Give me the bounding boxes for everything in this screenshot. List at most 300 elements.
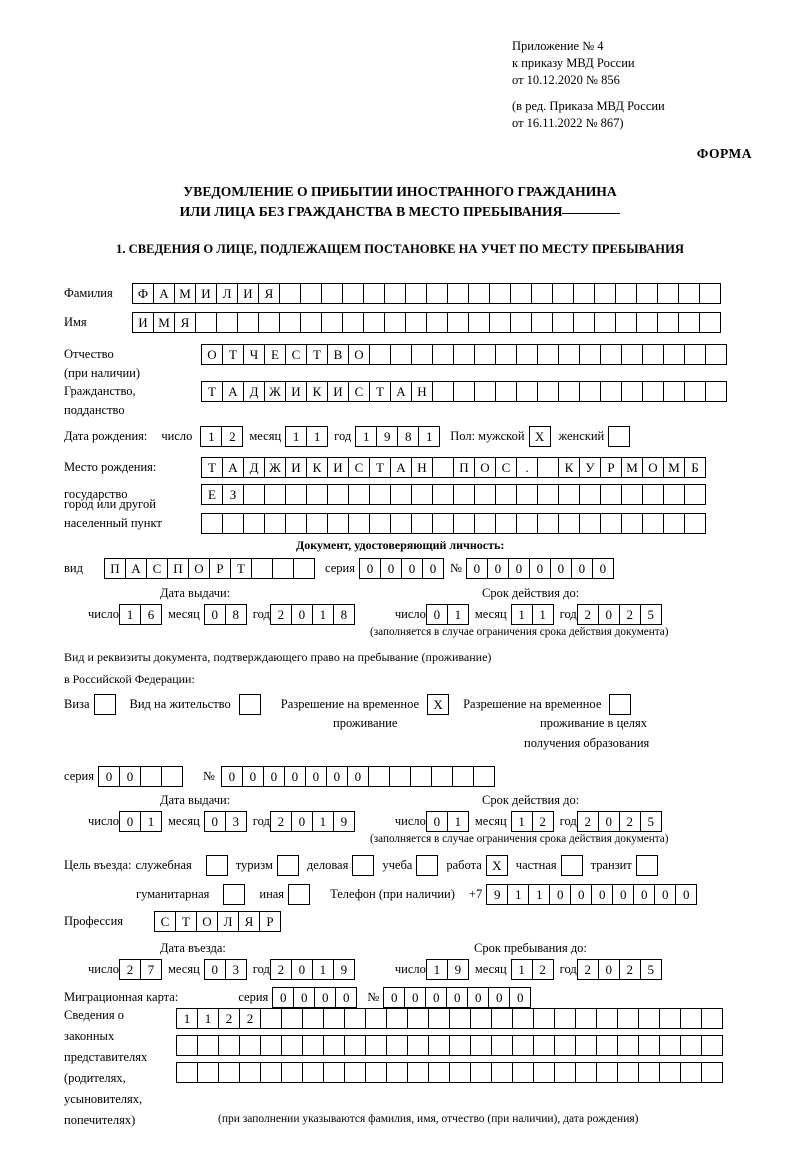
cell[interactable] (642, 513, 664, 534)
cell[interactable] (510, 283, 532, 304)
cell[interactable] (594, 312, 616, 333)
cell[interactable] (617, 1008, 639, 1029)
cell[interactable]: 1 (312, 811, 334, 832)
cell[interactable] (537, 484, 559, 505)
cell[interactable] (389, 766, 411, 787)
cell[interactable]: 0 (509, 987, 531, 1008)
cell[interactable] (285, 484, 307, 505)
cell[interactable] (701, 1035, 723, 1056)
purpose-checkbox-3[interactable] (416, 855, 438, 876)
cell[interactable] (510, 312, 532, 333)
cell[interactable] (216, 312, 238, 333)
cell[interactable] (558, 381, 580, 402)
cell[interactable]: И (285, 457, 307, 478)
cell[interactable] (306, 513, 328, 534)
cell[interactable]: 9 (376, 426, 398, 447)
cell[interactable] (473, 766, 495, 787)
cell[interactable] (426, 312, 448, 333)
cell[interactable] (596, 1008, 618, 1029)
cell[interactable] (638, 1008, 660, 1029)
cell[interactable]: 0 (404, 987, 426, 1008)
cell[interactable]: Я (238, 911, 260, 932)
cell[interactable]: Б (684, 457, 706, 478)
cell[interactable]: А (390, 381, 412, 402)
cell[interactable] (407, 1062, 429, 1083)
birth-month-cells[interactable] (285, 426, 328, 447)
surname-cells[interactable] (132, 283, 721, 304)
cell[interactable] (195, 312, 217, 333)
cell[interactable]: 0 (204, 604, 226, 625)
cell[interactable] (552, 312, 574, 333)
cell[interactable]: 9 (333, 959, 355, 980)
cell[interactable]: 8 (397, 426, 419, 447)
cell[interactable]: И (237, 283, 259, 304)
cell[interactable]: 0 (591, 884, 613, 905)
cell[interactable]: 1 (528, 884, 550, 905)
cell[interactable] (579, 381, 601, 402)
cell[interactable] (594, 283, 616, 304)
cell[interactable]: М (621, 457, 643, 478)
cell[interactable] (176, 1035, 198, 1056)
cell[interactable] (575, 1008, 597, 1029)
cell[interactable] (489, 312, 511, 333)
cell[interactable]: Ф (132, 283, 154, 304)
cell[interactable] (663, 484, 685, 505)
cell[interactable]: 1 (312, 959, 334, 980)
cell[interactable] (617, 1062, 639, 1083)
cell[interactable]: Е (201, 484, 223, 505)
cell[interactable] (642, 484, 664, 505)
cell[interactable]: Т (306, 344, 328, 365)
cell[interactable]: 2 (619, 604, 641, 625)
cell[interactable]: 0 (291, 811, 313, 832)
cell[interactable] (474, 381, 496, 402)
cell[interactable] (410, 766, 432, 787)
cell[interactable] (428, 1062, 450, 1083)
cell[interactable]: 0 (359, 558, 381, 579)
cell[interactable] (258, 312, 280, 333)
cell[interactable]: 0 (291, 604, 313, 625)
cell[interactable] (554, 1062, 576, 1083)
identity-issue-year-cells[interactable] (270, 604, 355, 625)
cell[interactable] (390, 484, 412, 505)
cell[interactable] (428, 1008, 450, 1029)
cell[interactable] (426, 283, 448, 304)
cell[interactable] (327, 484, 349, 505)
cell[interactable] (264, 484, 286, 505)
cell[interactable]: Т (201, 381, 223, 402)
cell[interactable] (348, 484, 370, 505)
cell[interactable]: 0 (612, 884, 634, 905)
birth-place-cells-row2[interactable] (201, 484, 706, 505)
cell[interactable] (533, 1035, 555, 1056)
sex-male-checkbox[interactable]: Х (529, 426, 551, 447)
cell[interactable]: 0 (570, 884, 592, 905)
cell[interactable] (600, 513, 622, 534)
cell[interactable]: . (516, 457, 538, 478)
cell[interactable]: А (222, 457, 244, 478)
cell[interactable] (531, 312, 553, 333)
cell[interactable]: 0 (326, 766, 348, 787)
cell[interactable] (558, 344, 580, 365)
cell[interactable] (684, 344, 706, 365)
cell[interactable]: 0 (592, 558, 614, 579)
cell[interactable] (432, 457, 454, 478)
cell[interactable]: 3 (225, 959, 247, 980)
cell[interactable]: 2 (239, 1008, 261, 1029)
cell[interactable] (281, 1062, 303, 1083)
cell[interactable] (218, 1035, 240, 1056)
cell[interactable] (447, 312, 469, 333)
cell[interactable]: 0 (204, 959, 226, 980)
cell[interactable]: 9 (486, 884, 508, 905)
stay-doc-number-cells[interactable] (221, 766, 495, 787)
cell[interactable] (201, 513, 223, 534)
cell[interactable]: Я (174, 312, 196, 333)
cell[interactable]: С (146, 558, 168, 579)
cell[interactable]: М (663, 457, 685, 478)
cell[interactable] (600, 344, 622, 365)
cell[interactable] (699, 283, 721, 304)
cell[interactable] (705, 344, 727, 365)
cell[interactable] (615, 283, 637, 304)
cell[interactable]: 2 (577, 959, 599, 980)
cell[interactable] (701, 1062, 723, 1083)
stay-until-month-cells[interactable] (511, 959, 554, 980)
cell[interactable] (516, 513, 538, 534)
purpose-checkbox-2[interactable] (352, 855, 374, 876)
cell[interactable]: 7 (140, 959, 162, 980)
cell[interactable] (495, 344, 517, 365)
cell[interactable] (342, 283, 364, 304)
cell[interactable]: 0 (305, 766, 327, 787)
cell[interactable] (279, 283, 301, 304)
identity-issue-day-cells[interactable] (119, 604, 162, 625)
purpose-checkbox-7[interactable] (223, 884, 245, 905)
cell[interactable] (554, 1035, 576, 1056)
cell[interactable]: О (196, 911, 218, 932)
cell[interactable] (344, 1062, 366, 1083)
cell[interactable]: 0 (335, 987, 357, 1008)
cell[interactable]: 0 (466, 558, 488, 579)
cell[interactable] (659, 1035, 681, 1056)
cell[interactable] (407, 1035, 429, 1056)
residence-permit-checkbox[interactable] (239, 694, 261, 715)
cell[interactable] (432, 381, 454, 402)
cell[interactable] (621, 381, 643, 402)
cell[interactable] (678, 283, 700, 304)
profession-cells[interactable] (154, 911, 281, 932)
cell[interactable]: О (642, 457, 664, 478)
cell[interactable] (531, 283, 553, 304)
cell[interactable] (684, 484, 706, 505)
cell[interactable]: Т (222, 344, 244, 365)
stay-issue-year-cells[interactable] (270, 811, 355, 832)
cell[interactable]: Ж (264, 381, 286, 402)
cell[interactable]: О (201, 344, 223, 365)
cell[interactable]: 2 (619, 811, 641, 832)
migration-card-number-cells[interactable] (383, 987, 531, 1008)
cell[interactable]: 0 (571, 558, 593, 579)
visa-checkbox[interactable] (94, 694, 116, 715)
representatives-cells-row1[interactable] (176, 1008, 723, 1029)
cell[interactable] (573, 312, 595, 333)
cell[interactable]: 1 (200, 426, 222, 447)
cell[interactable] (197, 1035, 219, 1056)
cell[interactable] (176, 1062, 198, 1083)
cell[interactable] (140, 766, 162, 787)
patronymic-cells[interactable] (201, 344, 727, 365)
cell[interactable]: О (348, 344, 370, 365)
cell[interactable] (516, 381, 538, 402)
cell[interactable]: 0 (422, 558, 444, 579)
cell[interactable]: 0 (487, 558, 509, 579)
cell[interactable]: 0 (549, 884, 571, 905)
purpose-checkbox-4[interactable]: Х (486, 855, 508, 876)
cell[interactable] (386, 1008, 408, 1029)
cell[interactable] (365, 1008, 387, 1029)
cell[interactable] (344, 1008, 366, 1029)
cell[interactable]: К (306, 457, 328, 478)
cell[interactable] (491, 1035, 513, 1056)
cell[interactable] (384, 283, 406, 304)
cell[interactable] (260, 1062, 282, 1083)
cell[interactable] (363, 283, 385, 304)
cell[interactable] (579, 344, 601, 365)
cell[interactable] (344, 1035, 366, 1056)
identity-valid-month-cells[interactable] (511, 604, 554, 625)
cell[interactable]: М (174, 283, 196, 304)
cell[interactable]: 0 (598, 604, 620, 625)
cell[interactable]: С (348, 457, 370, 478)
cell[interactable]: С (154, 911, 176, 932)
cell[interactable] (302, 1062, 324, 1083)
cell[interactable]: О (474, 457, 496, 478)
cell[interactable] (533, 1062, 555, 1083)
cell[interactable] (537, 381, 559, 402)
cell[interactable]: 1 (511, 959, 533, 980)
cell[interactable] (453, 484, 475, 505)
cell[interactable] (369, 484, 391, 505)
cell[interactable] (701, 1008, 723, 1029)
cell[interactable] (516, 484, 538, 505)
cell[interactable]: Я (258, 283, 280, 304)
cell[interactable] (621, 513, 643, 534)
cell[interactable] (512, 1008, 534, 1029)
cell[interactable] (657, 283, 679, 304)
cell[interactable]: Р (209, 558, 231, 579)
cell[interactable] (453, 513, 475, 534)
cell[interactable] (579, 513, 601, 534)
cell[interactable] (638, 1062, 660, 1083)
cell[interactable] (218, 1062, 240, 1083)
cell[interactable]: 0 (242, 766, 264, 787)
stay-issue-day-cells[interactable] (119, 811, 162, 832)
cell[interactable]: 1 (176, 1008, 198, 1029)
cell[interactable] (281, 1035, 303, 1056)
purpose-checkbox-8[interactable] (288, 884, 310, 905)
cell[interactable]: 1 (447, 811, 469, 832)
cell[interactable]: 0 (293, 987, 315, 1008)
cell[interactable] (453, 381, 475, 402)
cell[interactable]: Р (600, 457, 622, 478)
cell[interactable] (321, 312, 343, 333)
cell[interactable]: Н (411, 381, 433, 402)
cell[interactable]: П (104, 558, 126, 579)
cell[interactable] (663, 381, 685, 402)
cell[interactable] (239, 1035, 261, 1056)
cell[interactable]: М (153, 312, 175, 333)
purpose-checkbox-5[interactable] (561, 855, 583, 876)
cell[interactable]: 1 (140, 811, 162, 832)
cell[interactable] (365, 1035, 387, 1056)
cell[interactable]: А (222, 381, 244, 402)
stay-doc-series-cells[interactable] (98, 766, 183, 787)
cell[interactable] (321, 283, 343, 304)
cell[interactable]: А (390, 457, 412, 478)
cell[interactable] (642, 381, 664, 402)
cell[interactable]: З (222, 484, 244, 505)
cell[interactable]: 0 (401, 558, 423, 579)
cell[interactable]: 6 (140, 604, 162, 625)
cell[interactable]: Т (369, 457, 391, 478)
cell[interactable]: 0 (446, 987, 468, 1008)
birth-place-cells-row3[interactable] (201, 513, 706, 534)
stay-valid-day-cells[interactable] (426, 811, 469, 832)
cell[interactable]: 2 (218, 1008, 240, 1029)
stay-issue-month-cells[interactable] (204, 811, 247, 832)
stay-valid-year-cells[interactable] (577, 811, 662, 832)
cell[interactable]: С (285, 344, 307, 365)
cell[interactable] (516, 344, 538, 365)
cell[interactable] (680, 1035, 702, 1056)
cell[interactable] (405, 312, 427, 333)
cell[interactable] (615, 312, 637, 333)
cell[interactable] (272, 558, 294, 579)
cell[interactable] (575, 1035, 597, 1056)
cell[interactable] (495, 513, 517, 534)
cell[interactable]: 1 (197, 1008, 219, 1029)
cell[interactable]: 0 (347, 766, 369, 787)
cell[interactable] (449, 1062, 471, 1083)
cell[interactable]: 0 (119, 811, 141, 832)
purpose-checkbox-0[interactable] (206, 855, 228, 876)
cell[interactable] (470, 1035, 492, 1056)
cell[interactable] (285, 513, 307, 534)
cell[interactable] (558, 484, 580, 505)
cell[interactable] (411, 344, 433, 365)
representatives-cells-row3[interactable] (176, 1062, 723, 1083)
cell[interactable]: 2 (270, 811, 292, 832)
cell[interactable]: 5 (640, 959, 662, 980)
cell[interactable] (407, 1008, 429, 1029)
cell[interactable]: А (125, 558, 147, 579)
cell[interactable] (468, 312, 490, 333)
cell[interactable]: П (167, 558, 189, 579)
cell[interactable]: 1 (532, 604, 554, 625)
sex-female-checkbox[interactable] (608, 426, 630, 447)
cell[interactable] (161, 766, 183, 787)
cell[interactable] (306, 484, 328, 505)
cell[interactable]: 0 (263, 766, 285, 787)
cell[interactable] (390, 344, 412, 365)
cell[interactable]: И (132, 312, 154, 333)
entry-month-cells[interactable] (204, 959, 247, 980)
purpose-checkbox-1[interactable] (277, 855, 299, 876)
cell[interactable] (495, 484, 517, 505)
cell[interactable] (323, 1035, 345, 1056)
cell[interactable] (489, 283, 511, 304)
cell[interactable]: 0 (221, 766, 243, 787)
cell[interactable]: 2 (270, 604, 292, 625)
cell[interactable]: 0 (529, 558, 551, 579)
cell[interactable] (552, 283, 574, 304)
cell[interactable] (302, 1035, 324, 1056)
cell[interactable] (432, 513, 454, 534)
cell[interactable]: Т (369, 381, 391, 402)
stay-valid-month-cells[interactable] (511, 811, 554, 832)
cell[interactable] (411, 484, 433, 505)
cell[interactable] (470, 1062, 492, 1083)
cell[interactable] (264, 513, 286, 534)
cell[interactable] (663, 513, 685, 534)
cell[interactable] (596, 1062, 618, 1083)
cell[interactable]: 0 (426, 811, 448, 832)
cell[interactable] (680, 1062, 702, 1083)
cell[interactable]: И (285, 381, 307, 402)
cell[interactable]: И (327, 381, 349, 402)
cell[interactable]: У (579, 457, 601, 478)
cell[interactable]: И (327, 457, 349, 478)
cell[interactable]: В (327, 344, 349, 365)
cell[interactable] (533, 1008, 555, 1029)
cell[interactable] (342, 312, 364, 333)
cell[interactable]: 0 (204, 811, 226, 832)
cell[interactable]: Т (230, 558, 252, 579)
cell[interactable]: 1 (312, 604, 334, 625)
cell[interactable] (447, 283, 469, 304)
cell[interactable]: Л (217, 911, 239, 932)
cell[interactable]: 2 (221, 426, 243, 447)
cell[interactable]: 2 (119, 959, 141, 980)
cell[interactable]: 1 (119, 604, 141, 625)
cell[interactable]: 0 (119, 766, 141, 787)
cell[interactable] (453, 344, 475, 365)
cell[interactable] (279, 312, 301, 333)
cell[interactable] (474, 344, 496, 365)
cell[interactable]: Т (201, 457, 223, 478)
cell[interactable]: 8 (333, 604, 355, 625)
cell[interactable] (659, 1008, 681, 1029)
cell[interactable] (705, 381, 727, 402)
cell[interactable]: 0 (598, 959, 620, 980)
cell[interactable]: 1 (285, 426, 307, 447)
cell[interactable]: К (558, 457, 580, 478)
cell[interactable] (659, 1062, 681, 1083)
cell[interactable]: 2 (532, 811, 554, 832)
cell[interactable]: 0 (380, 558, 402, 579)
cell[interactable]: 0 (314, 987, 336, 1008)
identity-valid-year-cells[interactable] (577, 604, 662, 625)
cell[interactable] (239, 1062, 261, 1083)
citizenship-cells[interactable] (201, 381, 727, 402)
cell[interactable] (621, 344, 643, 365)
cell[interactable] (495, 381, 517, 402)
cell[interactable]: 2 (532, 959, 554, 980)
cell[interactable] (474, 484, 496, 505)
cell[interactable] (327, 513, 349, 534)
cell[interactable] (302, 1008, 324, 1029)
